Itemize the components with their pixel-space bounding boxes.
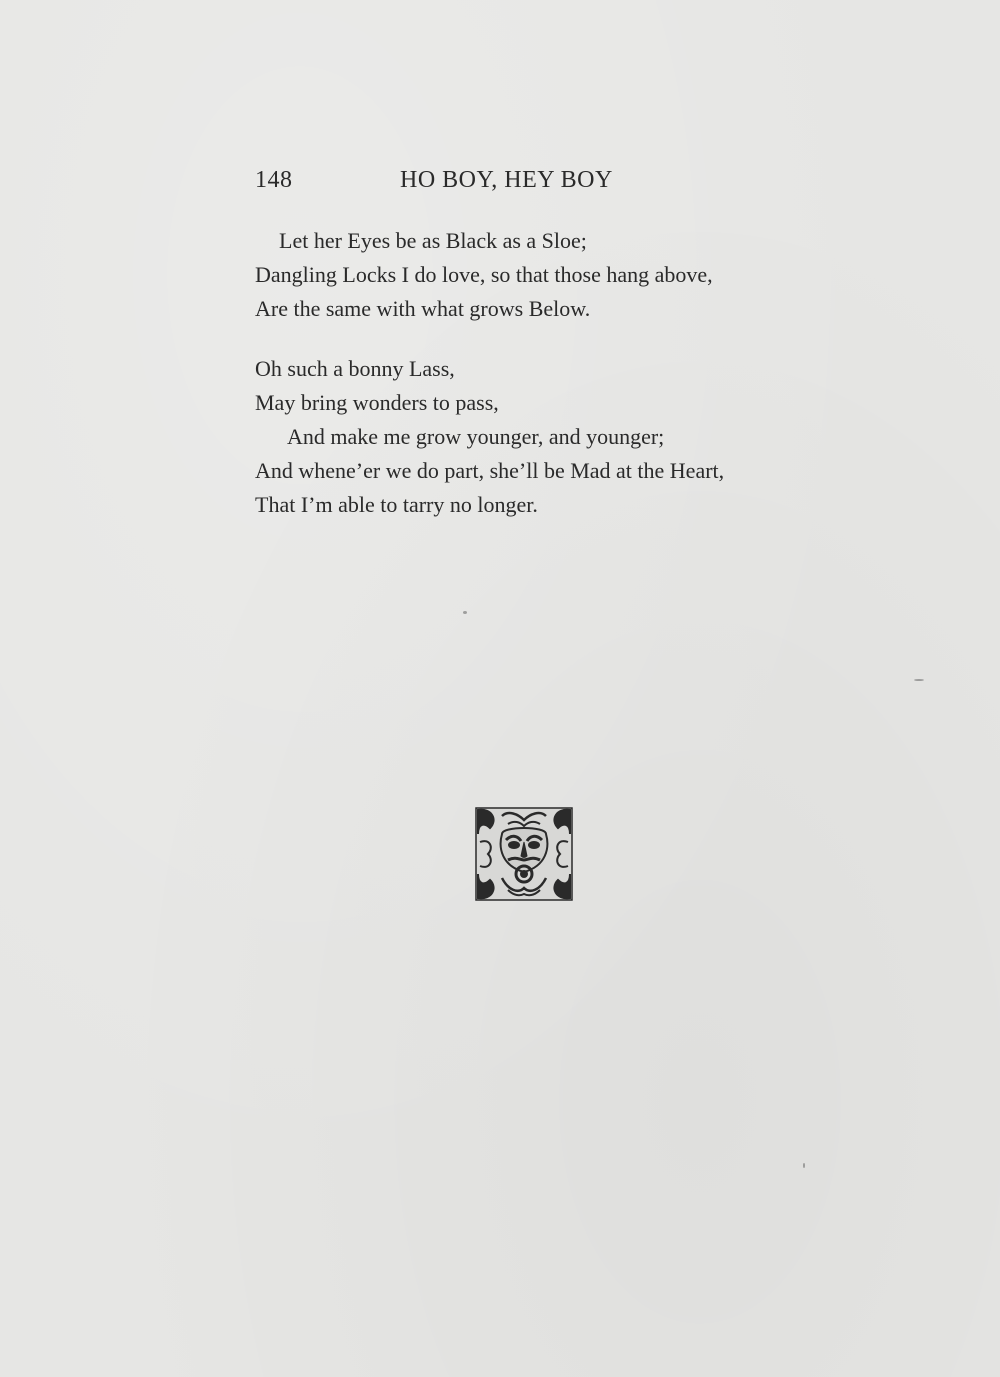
verse-line: That I’m able to tarry no longer. — [255, 492, 538, 517]
paper-speck — [803, 1163, 805, 1168]
paper-speck — [463, 611, 467, 614]
stanza-2 — [255, 352, 815, 522]
page-header — [255, 165, 800, 195]
verse-line: Dangling Locks I do love, so that those hang above, — [255, 262, 713, 287]
verse-line: And make me grow younger, and younger; — [287, 424, 665, 449]
running-title: HO BOY, HEY BOY — [400, 167, 613, 193]
verse-line: Oh such a bonny Lass, — [255, 356, 455, 381]
stanza-1 — [255, 224, 815, 326]
verse-line: And whene’er we do part, she’ll be Mad at the Heart, — [255, 458, 725, 483]
verse-line: May bring wonders to pass, — [255, 390, 499, 415]
page-number: 148 — [255, 167, 293, 193]
paper-speck — [914, 679, 924, 681]
verse-line: Let her Eyes be as Black as a Sloe; — [279, 228, 587, 253]
green-man-mask-ornament-icon — [472, 804, 576, 904]
verse-line: Are the same with what grows Below. — [255, 296, 591, 321]
